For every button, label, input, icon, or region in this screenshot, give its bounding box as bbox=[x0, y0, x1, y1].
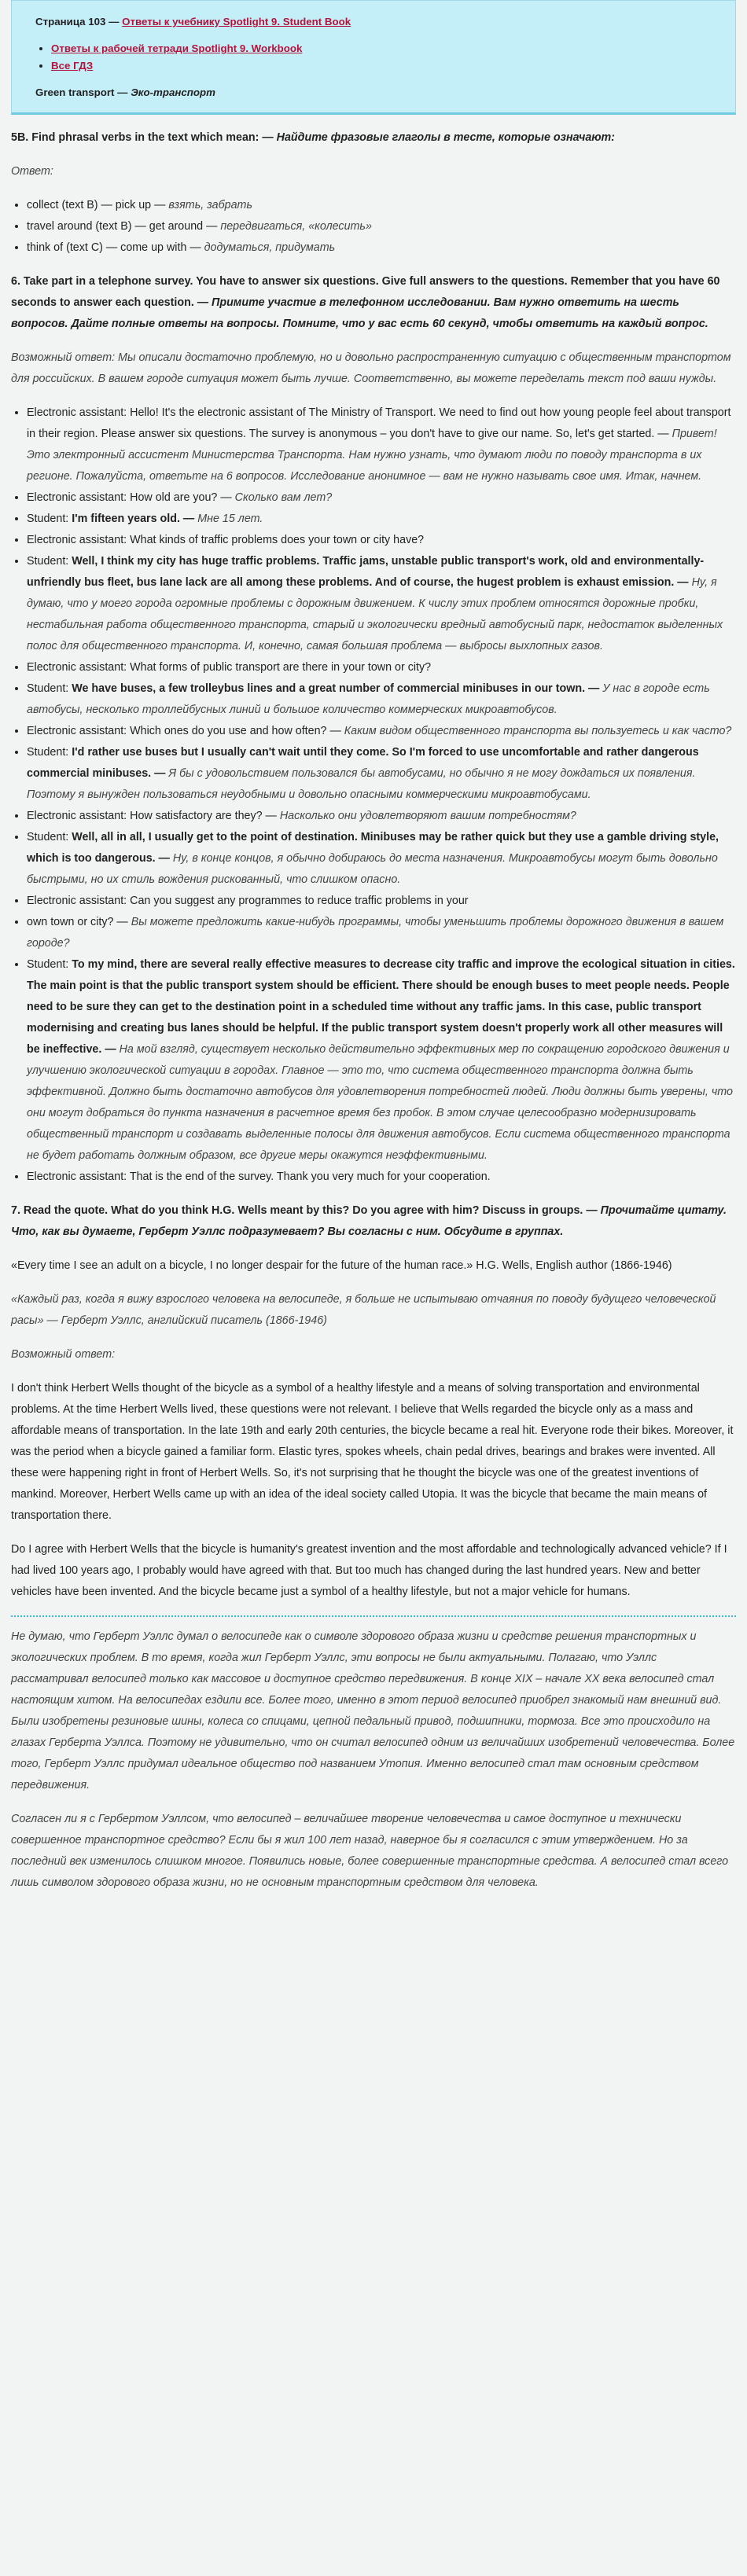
dialog-line bbox=[27, 912, 736, 954]
all-gdz-link[interactable]: Все ГДЗ bbox=[51, 60, 94, 72]
dialog-line bbox=[27, 806, 736, 827]
line-ru: Каким видом общественного транспорта вы пользуетесь и как часто? bbox=[344, 725, 732, 737]
dialog-line bbox=[27, 1167, 736, 1188]
item-en: travel around (text B) — get around — bbox=[27, 220, 218, 233]
list-item bbox=[27, 237, 736, 259]
task-en: 7. Read the quote. What do you think H.G. Wells meant by this? Do you agree with him? Discuss in groups. — bbox=[11, 1204, 598, 1217]
dialog-line bbox=[27, 742, 736, 806]
task-ru: Найдите фразовые глаголы в тесте, которые означают: bbox=[276, 131, 615, 144]
nav-link-item bbox=[51, 57, 713, 75]
line-ru: Вы можете предложить какие-нибудь программы, чтобы уменьшить проблемы дорожного движения в вашем городе? bbox=[27, 916, 724, 950]
line-en: own town or city? — bbox=[27, 916, 128, 928]
line-en: What forms of public transport are there in your town or city? bbox=[130, 661, 432, 674]
dialog-line bbox=[27, 827, 736, 891]
speaker-label: Electronic assistant: bbox=[27, 491, 127, 504]
answer-label: Ответ: bbox=[11, 165, 53, 178]
answer-paragraph-en-2: Do I agree with Herbert Wells that the bicycle is humanity's greatest invention and the most affordable and technologically advanced vehicle? If I had lived 100 years ago, I probably would have agreed with that. But too much has changed during the last hundred years. New and better vehicles have been invented. And the bicycle became just a symbol of a healthy lifestyle, but not a major vehicle for humans. bbox=[11, 1543, 727, 1598]
page-label: Страница 103 — bbox=[35, 16, 120, 28]
exercise-5-task bbox=[11, 127, 736, 149]
speaker-label: Student: bbox=[27, 831, 69, 843]
dialog-line bbox=[27, 657, 736, 678]
line-en: I'm fifteen years old. — bbox=[72, 513, 195, 525]
line-en: To my mind, there are several really effective measures to decrease city traffic and improve the ecological situation in cities. The main point is that the public transport system should be efficient. There should be enough buses to meet people needs. People need to be sure they can get to the destination point in a scheduled time without any traffic jams. In this case, public transport modernising and creating bus lanes should be helpful. If the public transport system doesn't properly work all other measures will be ineffective. — bbox=[27, 958, 735, 1056]
answer-paragraph-ru-1: Не думаю, что Герберт Уэллс думал о велосипеде как о символе здорового образа жизни и средстве решения транспортных и экологических проблем. В то время, когда жил Герберт Уэллс, эти вопросы не были актуальными. Полагаю, что Уэллс рассматривал велосипед только как массовое и доступное средство передвижения. В конце XIX – начале XX века велосипед стал настоящим хитом. На велосипедах ездили все. Более того, именно в этот период велосипед приобрел знакомый нам внешний вид. Были изобретены резиновые шины, колеса со спицами, цепной педальный привод, подшипники, тормоза. Все это происходило на глазах Герберта Уэллса. Поэтому не удивительно, что он считал велосипед одним из величайших изобретений человечества. Более того, Герберт Уэллс придумал идеальное общество под названием Утопия. Именно велосипед стал там основным средством передвижения. bbox=[11, 1630, 735, 1791]
line-ru: Я бы с удовольствием пользовался бы автобусами, но обычно я не могу дождаться их появления. Поэтому я вынужден пользоваться неудобными и довольно опасными коммерческими микроавтобусами. bbox=[27, 767, 696, 801]
line-ru: Ну, в конце концов, я обычно добираюсь до места назначения. Микроавтобусы могут быть довольно быстрыми, но их стиль вождения рискованный, что слишком опасно. bbox=[27, 852, 718, 886]
line-ru: Привет! Это электронный ассистент Министерства Транспорта. Нам нужно узнать, что думают люди по поводу транспорта в их регионе. Пожалуйста, ответьте на 6 вопросов. Исследование анонимное — вам не нужно называть свое имя. Итак, начнем. bbox=[27, 428, 717, 483]
speaker-label: Electronic assistant: bbox=[27, 1170, 127, 1183]
speaker-label: Electronic assistant: bbox=[27, 534, 127, 546]
speaker-label: Student: bbox=[27, 746, 69, 759]
line-en: What kinds of traffic problems does your town or city have? bbox=[130, 534, 425, 546]
quote-ru: «Каждый раз, когда я вижу взрослого человека на велосипеде, я больше не испытываю отчаяния по поводу будущего человеческой расы» — Герберт Уэллс, английский писатель (1866-1946) bbox=[11, 1293, 716, 1327]
exercise-6-task bbox=[11, 271, 736, 335]
dialog-line bbox=[27, 721, 736, 742]
student-book-link[interactable]: Ответы к учебнику Spotlight 9. Student Book bbox=[122, 16, 351, 28]
line-ru: На мой взгляд, существует несколько действительно эффективных мер по сокращению городского движения и улучшению экологической ситуации в городах. Главное — это то, что система общественного транспорта должна быть эффективной. Должно быть достаточно автобусов для удовлетворения потребностей людей. Люди должны быть уверены, что они могут добраться до пункта назначения в расчетное время без пробок. В этом случае целесообразно модернизировать общественный транспорт и создавать выделенные полосы для движения автобусов. Если система общественного транспорта не будет работать должным образом, все другие меры окажутся неэффективными. bbox=[27, 1043, 733, 1162]
line-en: Hello! It's the electronic assistant of The Ministry of Transport. We need to find out how young people feel about transport in their region. Please answer six questions. The survey is anonymous – you don't have to give our name. So, let's get started. — bbox=[27, 406, 731, 440]
topic-ru: Эко-транспорт bbox=[131, 86, 215, 98]
quote-en: «Every time I see an adult on a bicycle, I no longer despair for the future of the human race.» H.G. Wells, English author (1866-1946) bbox=[11, 1259, 672, 1272]
dialog-line bbox=[27, 678, 736, 721]
item-ru: взять, забрать bbox=[168, 199, 252, 211]
dialog-line bbox=[27, 891, 736, 912]
speaker-label: Electronic assistant: bbox=[27, 661, 127, 674]
task-ru: Прочитайте цитату. Что, как вы думаете, Герберт Уэллс подразумевает? Вы согласны с ним. Обсудите в группах. bbox=[11, 1204, 727, 1238]
dialog-line bbox=[27, 402, 736, 487]
speaker-label: Student: bbox=[27, 958, 69, 971]
item-ru: передвигаться, «колесить» bbox=[220, 220, 372, 233]
speaker-label: Electronic assistant: bbox=[27, 725, 127, 737]
speaker-label: Student: bbox=[27, 682, 69, 695]
line-en: Which ones do you use and how often? — bbox=[130, 725, 341, 737]
dialog-line bbox=[27, 509, 736, 530]
line-en: Well, I think my city has huge traffic problems. Traffic jams, unstable public transport's work, old and environmentally-unfriendly bus fleet, bus lane lack are all among these problems. And of course, the hugest problem is exhaust emission. — bbox=[27, 555, 705, 589]
task-ru: Примите участие в телефонном исследовании. Вам нужно ответить на шесть вопросов. Дайте полные ответы на вопросы. Помните, что у вас есть 60 секунд, чтобы ответить на каждый вопрос. bbox=[11, 296, 708, 330]
page-reference bbox=[35, 13, 713, 31]
line-en: We have buses, a few trolleybus lines and a great number of commercial minibuses in our town. — bbox=[72, 682, 600, 695]
line-ru: Насколько они удовлетворяют вашим потребностям? bbox=[279, 810, 576, 822]
answer-label: Возможный ответ: bbox=[11, 1348, 116, 1361]
item-ru: додуматься, придумать bbox=[204, 241, 336, 254]
dialog-line bbox=[27, 954, 736, 1167]
line-ru: У нас в городе есть автобусы, несколько троллейбусных линий и большое количество коммерческих микроавтобусов. bbox=[27, 682, 710, 716]
speaker-label: Electronic assistant: bbox=[27, 810, 127, 822]
line-en: Well, all in all, I usually get to the point of destination. Minibuses may be rather quick but they use a gamble driving style, which is too dangerous. — bbox=[27, 831, 719, 865]
speaker-label: Student: bbox=[27, 513, 69, 525]
topic-en: Green transport — bbox=[35, 86, 128, 98]
nav-links-list bbox=[35, 40, 713, 75]
exercise-5-answers bbox=[11, 195, 736, 259]
dialog-line bbox=[27, 487, 736, 509]
navigation-box bbox=[11, 0, 736, 115]
list-item bbox=[27, 216, 736, 237]
line-en: I'd rather use buses but I usually can't wait until they come. So I'm forced to use uncomfortable and rather dangerous commercial minibuses. — bbox=[27, 746, 699, 780]
speaker-label: Electronic assistant: bbox=[27, 406, 127, 419]
dialog-line bbox=[27, 530, 736, 551]
nav-link-item bbox=[51, 40, 713, 57]
line-en: That is the end of the survey. Thank you very much for your cooperation. bbox=[129, 1170, 491, 1183]
answer-paragraph-ru-2: Согласен ли я с Гербертом Уэллсом, что велосипед – величайшее творение человечества и самое доступное и технически совершенное транспортное средство? Если бы я жил 100 лет назад, наверное бы я согласился с этим утверждением. Но за последний век изменилось слишком многое. Появились новые, более совершенные транспортные средства. А велосипед стал всего лишь символом здорового образа жизни, но не основным транспортным средством для человека. bbox=[11, 1813, 729, 1889]
survey-dialog bbox=[11, 402, 736, 1188]
list-item bbox=[27, 195, 736, 216]
line-en: How old are you? — bbox=[130, 491, 232, 504]
exercise-7-task bbox=[11, 1200, 736, 1243]
possible-answer-intro: Возможный ответ: Мы описали достаточно проблемую, но и довольно распространенную ситуацию с общественным транспортом для российских. В вашем городе ситуация может быть лучше. Соответственно, вы можете переделать текст под ваши нужды. bbox=[11, 351, 731, 385]
dotted-divider bbox=[11, 1615, 736, 1617]
speaker-label: Electronic assistant: bbox=[27, 895, 127, 907]
task-en: 5B. Find phrasal verbs in the text which mean: — bbox=[11, 131, 274, 144]
speaker-label: Student: bbox=[27, 555, 69, 568]
line-ru: Ну, я думаю, что у моего города огромные проблемы с дорожным движением. К числу этих проблем относятся дорожные пробки, нестабильная работа общественного транспорта, старый и экологически вредный автобусный парк, недостаток выделенных полос для общественного транспорта. И, конечно, самая большая проблема — выбросы выхлопных газов. bbox=[27, 576, 723, 652]
task-en: 6. Take part in a telephone survey. You have to answer six questions. Give full answers to the questions. Remember that you have 60 seconds to answer each question. — bbox=[11, 275, 720, 309]
line-en: How satisfactory are they? — bbox=[130, 810, 277, 822]
workbook-link[interactable]: Ответы к рабочей тетради Spotlight 9. Workbook bbox=[51, 42, 303, 54]
line-en: Can you suggest any programmes to reduce traffic problems in your bbox=[130, 895, 469, 907]
topic-title bbox=[35, 84, 713, 101]
line-ru: Мне 15 лет. bbox=[197, 513, 263, 525]
answer-paragraph-en-1: I don't think Herbert Wells thought of the bicycle as a symbol of a healthy lifestyle and a means of solving transportation and environmental problems. At the time Herbert Wells lived, these questions were not relevant. I believe that Wells regarded the bicycle only as a mass and affordable means of transportation. In the late 19th and early 20th centuries, the bicycle became a real hit. Everyone rode their bikes. Moreover, it was the period when a bicycle gained a familiar form. Elastic tyres, spokes wheels, chain pedal drives, bearings and brakes were invented. All these were happening right in front of Herbert Wells. So, it's not surprising that he thought the bicycle was one of the greatest inventions of mankind. Moreover, Herbert Wells came up with an idea of the ideal society called Utopia. It was the bicycle that became the main means of transportation there. bbox=[11, 1382, 734, 1522]
line-ru: Сколько вам лет? bbox=[234, 491, 333, 504]
dialog-line bbox=[27, 551, 736, 657]
item-en: think of (text C) — come up with — bbox=[27, 241, 201, 254]
item-en: collect (text B) — pick up — bbox=[27, 199, 166, 211]
